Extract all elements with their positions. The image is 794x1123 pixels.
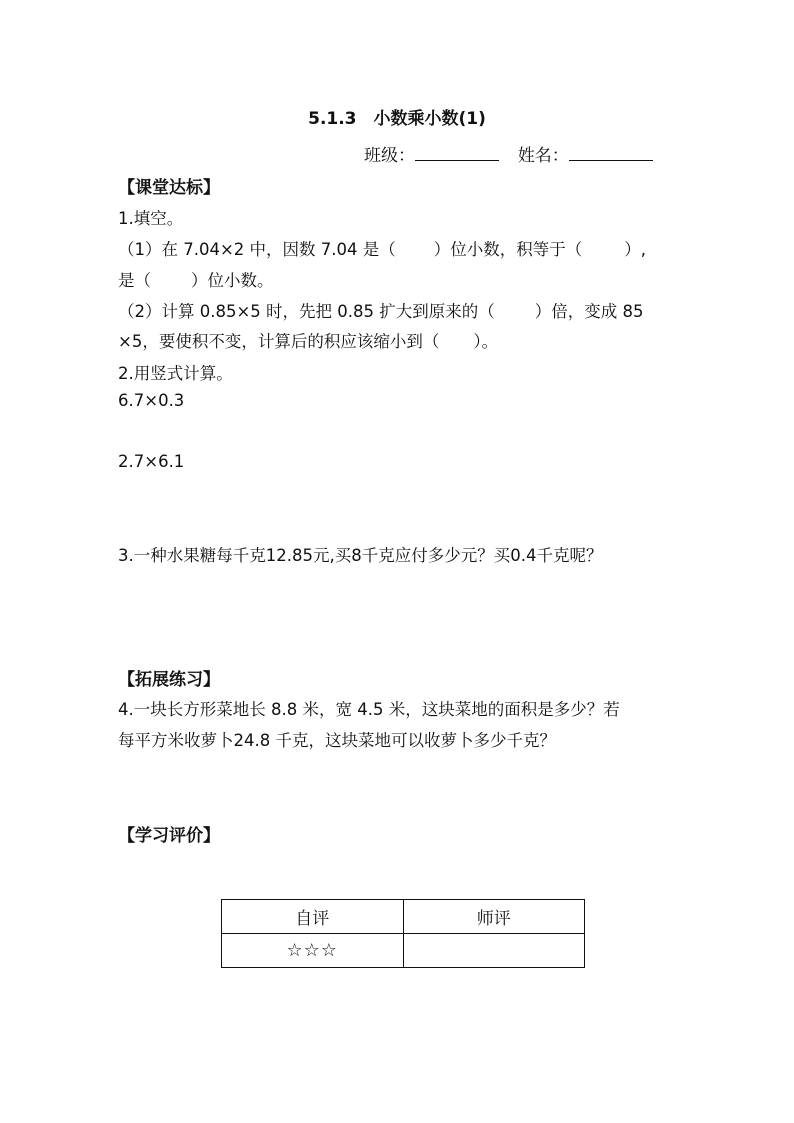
q1-heading: 1.填空。	[118, 209, 184, 228]
section-extension: 【拓展练习】	[118, 670, 220, 690]
q4-line1: 4.一块长方形菜地长 8.8 米，宽 4.5 米，这块菜地的面积是多少？若	[118, 700, 620, 719]
q2-expression-2: 2.7×6.1	[118, 452, 185, 471]
q2-heading: 2.用竖式计算。	[118, 364, 233, 383]
q1-part2-line1	[118, 298, 644, 322]
table-header-row	[222, 900, 585, 934]
table-row	[222, 934, 585, 968]
student-info	[364, 141, 653, 166]
q1-p2-text-d: ）。	[473, 332, 499, 351]
section-evaluation: 【学习评价】	[118, 826, 220, 846]
header-self-eval: 自评	[222, 900, 404, 934]
class-label: 班级：	[364, 146, 415, 166]
q3-text: 3.一种水果糖每千克12.85元,买8千克应付多少元？买0.4千克呢？	[118, 546, 603, 565]
q1-p1-text-e: ）位小数。	[191, 271, 274, 290]
q1-p1-text-c: ）,	[624, 240, 647, 259]
teacher-eval-cell[interactable]	[403, 934, 585, 968]
name-label: 姓名：	[517, 146, 569, 166]
q4-line2: 每平方米收萝卜24.8 千克，这块菜地可以收萝卜多少千克？	[118, 731, 556, 750]
header-teacher-eval: 师评	[403, 900, 585, 934]
q1-p1-text-d: 是（	[118, 271, 151, 290]
q1-p1-text-b: ）位小数，积等于（	[433, 240, 583, 259]
q1-part2-line2	[118, 328, 498, 352]
name-blank[interactable]	[569, 144, 653, 161]
q2-expression-1: 6.7×0.3	[118, 391, 185, 410]
q1-p2-text-c: ×5，要使积不变，计算后的积应该缩小到（	[118, 332, 440, 351]
class-blank[interactable]	[415, 144, 499, 161]
self-eval-stars[interactable]: ☆☆☆	[222, 934, 404, 968]
q1-p2-text-a: （2）计算 0.85×5 时，先把 0.85 扩大到原来的（	[118, 302, 495, 321]
q1-p2-text-b: ）倍，变成 85	[534, 302, 644, 321]
evaluation-table	[221, 899, 585, 968]
q1-part1-line2	[118, 267, 274, 291]
section-classwork: 【课堂达标】	[118, 178, 220, 198]
q1-p1-text-a: （1）在 7.04×2 中，因数 7.04 是（	[118, 240, 396, 259]
q1-part1-line1	[118, 236, 646, 260]
page-title: 5.1.3 小数乘小数(1)	[308, 109, 486, 129]
